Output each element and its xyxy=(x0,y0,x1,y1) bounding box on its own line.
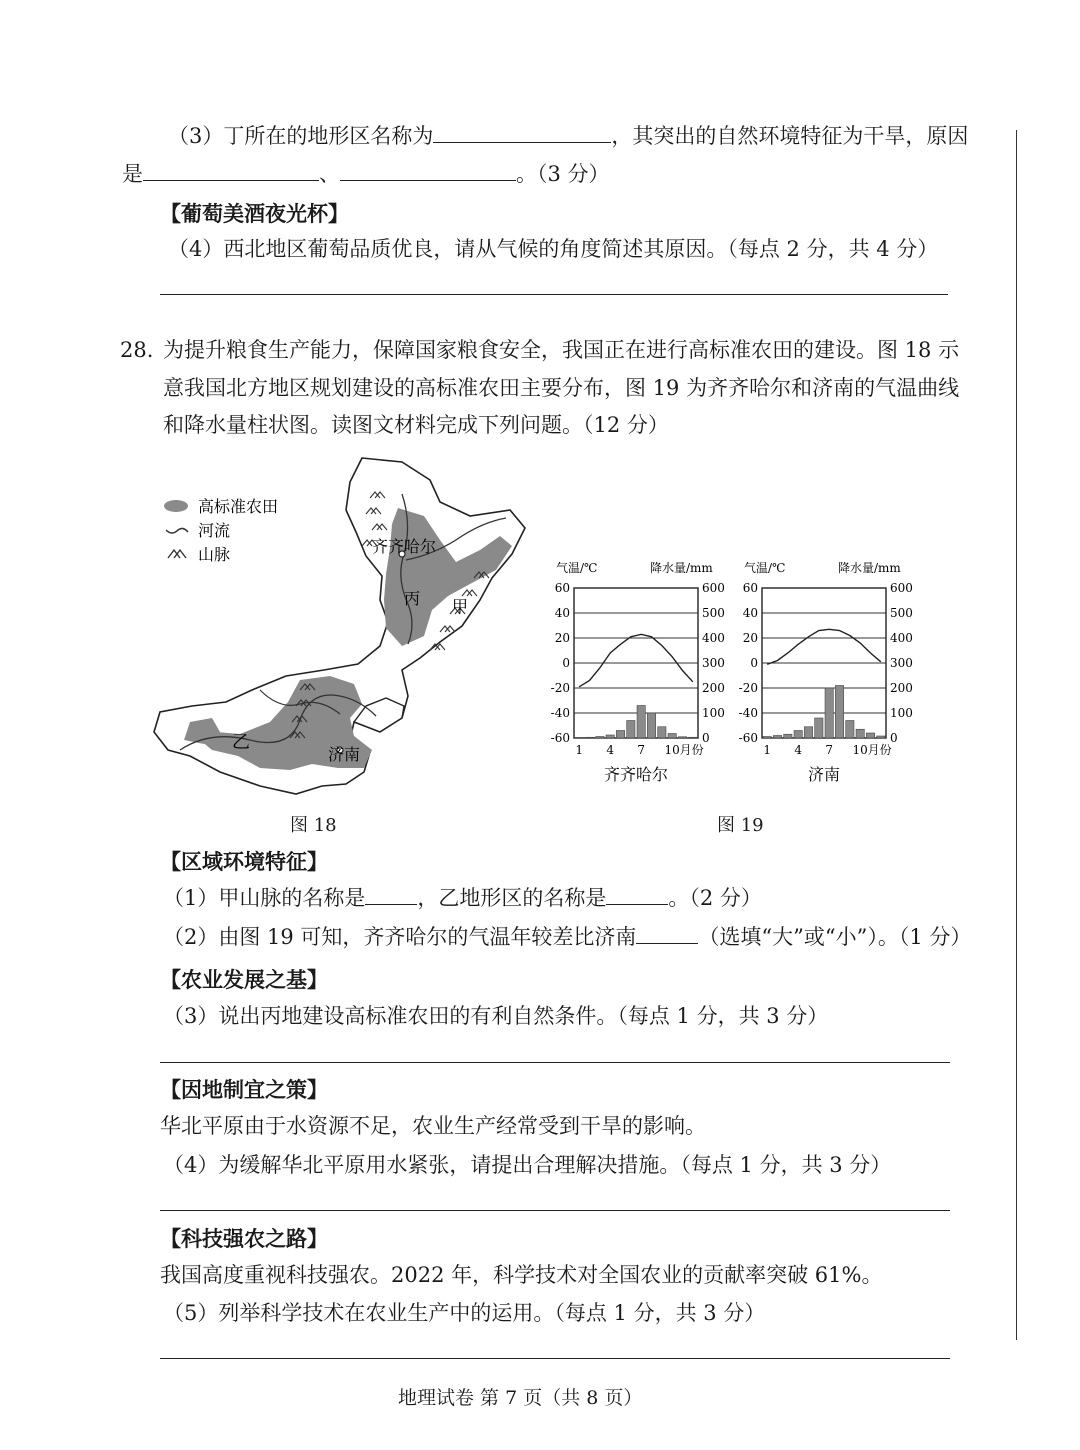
qiqihar-temperature-line xyxy=(579,634,693,687)
page-footer: 地理试卷 第 7 页（共 8 页） xyxy=(398,1387,643,1409)
jinan-temp-tick-label: -20 xyxy=(738,681,758,695)
figure-18-map xyxy=(140,450,540,810)
jinan-precip-bar xyxy=(773,736,781,739)
jinan-chart-title: 济南 xyxy=(807,765,841,784)
jinan-precip-bar xyxy=(856,729,864,738)
legend-farmland-swatch xyxy=(164,500,188,512)
jinan-precip-bar xyxy=(794,731,802,739)
jinan-temp-tick-label: 40 xyxy=(742,606,758,620)
answer-line-q27-4[interactable] xyxy=(160,294,948,295)
jinan-month-tick-label: 10 xyxy=(852,743,868,757)
jinan-precip-tick-label: 0 xyxy=(890,731,898,745)
answer-blank-yi-terrain[interactable] xyxy=(606,884,668,905)
q28-3: （3）说出丙地建设高标准农田的有利自然条件。（每点 1 分，共 3 分） xyxy=(163,1004,829,1028)
map-label-bing: 丙 xyxy=(404,589,421,608)
jinan-precip-bar xyxy=(877,736,885,738)
margin-line xyxy=(1016,130,1017,1340)
jinan-precip-bar xyxy=(846,721,854,739)
q28-1-text-a: （1）甲山脉的名称是 xyxy=(163,886,366,910)
legend-mountain-icon xyxy=(168,550,186,558)
jinan-temperature-line xyxy=(767,629,881,664)
qiqihar-precip-bar xyxy=(585,737,593,738)
qiqihar-temp-tick-label: -20 xyxy=(550,681,570,695)
qiqihar-precip-tick-label: 500 xyxy=(702,606,725,620)
q27-4: （4）西北地区葡萄品质优良，请从气候的角度简述其原因。（每点 2 分，共 4 分） xyxy=(168,237,939,261)
answer-blank-reason-1[interactable] xyxy=(143,160,319,181)
q27-3-line2 xyxy=(122,160,610,188)
answer-blank-reason-2[interactable] xyxy=(340,160,516,181)
qiqihar-precip-tick-label: 0 xyxy=(702,731,710,745)
q28-number: 28. xyxy=(120,338,154,362)
jinan-temp-tick-label: 60 xyxy=(742,581,758,595)
jinan-month-tick-label: 7 xyxy=(825,743,833,757)
q28-1-text-b: ，乙地形区的名称是 xyxy=(417,886,607,910)
jinan-temp-tick-label: 0 xyxy=(750,656,758,670)
map-label-jia: 甲 xyxy=(452,597,469,616)
q27-3-line1 xyxy=(168,122,968,150)
qiqihar-precip-tick-label: 200 xyxy=(702,681,725,695)
qiqihar-precip-bar xyxy=(647,713,655,738)
answer-line-q28-3[interactable] xyxy=(160,1062,950,1063)
qiqihar-month-tick-label: 4 xyxy=(606,743,614,757)
legend-farmland: 高标准农田 xyxy=(198,497,279,516)
q28-1-text-c: 。（2 分） xyxy=(668,886,762,910)
qiqihar-precip-bar xyxy=(668,734,676,739)
qiqihar-precip-bar xyxy=(658,727,666,738)
qiqihar-precip-bar xyxy=(616,731,624,739)
answer-blank-jia-mountain[interactable] xyxy=(365,884,417,905)
qiqihar-precip-tick-label: 400 xyxy=(702,631,725,645)
jinan-month-unit: 月份 xyxy=(867,743,892,757)
qiqihar-month-tick-label: 1 xyxy=(575,743,583,757)
legend-river-icon xyxy=(166,528,188,533)
q27-3-text-a: （3）丁所在的地形区名称为 xyxy=(168,124,434,148)
qiqihar-precip-bar xyxy=(596,737,604,739)
jinan-right-axis-label: 降水量/mm xyxy=(838,561,901,575)
q28-1 xyxy=(163,884,762,912)
q27-3-sep: 、 xyxy=(319,162,340,186)
q28-intro-1: 为提升粮食生产能力，保障国家粮食安全，我国正在进行高标准农田的建设。图 18 示 xyxy=(163,338,960,362)
qiqihar-temp-tick-label: 20 xyxy=(554,631,570,645)
qiqihar-precip-tick-label: 300 xyxy=(702,656,725,670)
jinan-precip-bar xyxy=(784,734,792,738)
qiqihar-precip-tick-label: 600 xyxy=(702,581,725,595)
figure-19-charts xyxy=(548,552,928,792)
qiqihar-precip-bar xyxy=(627,721,635,739)
jinan-precip-bar xyxy=(763,737,771,739)
figure-18-caption: 图 18 xyxy=(290,815,337,836)
qiqihar-temp-tick-label: 40 xyxy=(554,606,570,620)
jinan-precip-bar xyxy=(825,688,833,738)
q28-2-text-b: （选填“大”或“小”）。（1 分） xyxy=(698,925,972,949)
jinan-temp-tick-label: -60 xyxy=(738,731,758,745)
jinan-precip-tick-label: 100 xyxy=(890,706,913,720)
section-title-region: 【区域环境特征】 xyxy=(160,849,328,874)
map-label-yi: 乙 xyxy=(232,732,250,753)
jinan-precip-bar xyxy=(835,686,843,739)
figure-19-caption: 图 19 xyxy=(717,815,764,836)
qiqihar-temp-tick-label: 60 xyxy=(554,581,570,595)
policy-material: 华北平原由于水资源不足，农业生产经常受到干旱的影响。 xyxy=(160,1114,706,1138)
jinan-precip-bar xyxy=(866,733,874,738)
jinan-precip-tick-label: 600 xyxy=(890,581,913,595)
jinan-month-tick-label: 4 xyxy=(794,743,802,757)
q27-3-text-b: ，其突出的自然环境特征为干旱，原因 xyxy=(611,124,969,148)
answer-blank-terrain[interactable] xyxy=(433,122,611,143)
qiqihar-month-unit: 月份 xyxy=(679,743,704,757)
qiqihar-temp-tick-label: 0 xyxy=(562,656,570,670)
qiqihar-precip-bar xyxy=(637,706,645,739)
qiqihar-precip-tick-label: 100 xyxy=(702,706,725,720)
qiqihar-left-axis-label: 气温/℃ xyxy=(556,561,598,575)
q28-2-text-a: （2）由图 19 可知，齐齐哈尔的气温年较差比济南 xyxy=(163,925,637,949)
qiqihar-precip-bar xyxy=(606,735,614,738)
map-label-jinan: 济南 xyxy=(328,745,361,764)
jinan-precip-tick-label: 400 xyxy=(890,631,913,645)
section-title-policy: 【因地制宜之策】 xyxy=(160,1077,328,1102)
qiqihar-month-tick-label: 7 xyxy=(637,743,645,757)
answer-line-q28-4[interactable] xyxy=(160,1210,950,1211)
qiqihar-temp-tick-label: -40 xyxy=(550,706,570,720)
qiqihar-precip-bar xyxy=(678,737,686,738)
tech-material: 我国高度重视科技强农。2022 年，科学技术对全国农业的贡献率突破 61%。 xyxy=(160,1263,883,1287)
jinan-precip-tick-label: 500 xyxy=(890,606,913,620)
qiqihar-chart-title: 齐齐哈尔 xyxy=(603,765,669,784)
map-label-qiqihar: 齐齐哈尔 xyxy=(372,537,437,556)
section-title-agri: 【农业发展之基】 xyxy=(160,967,328,992)
answer-line-q28-5[interactable] xyxy=(160,1358,950,1359)
section-title-tech: 【科技强农之路】 xyxy=(160,1226,328,1251)
q27-3-text-c: 是 xyxy=(122,162,143,186)
qiqihar-precip-bar xyxy=(689,737,697,738)
qiqihar-precip-bar xyxy=(575,738,583,739)
q28-2 xyxy=(163,923,971,951)
jinan-temp-tick-label: -40 xyxy=(738,706,758,720)
qiqihar-temp-tick-label: -60 xyxy=(550,731,570,745)
qiqihar-month-tick-label: 10 xyxy=(664,743,680,757)
jinan-month-tick-label: 1 xyxy=(763,743,771,757)
jinan-temp-tick-label: 20 xyxy=(742,631,758,645)
legend-river: 河流 xyxy=(198,521,231,540)
jinan-precip-bar xyxy=(815,718,823,738)
q28-5: （5）列举科学技术在农业生产中的运用。（每点 1 分，共 3 分） xyxy=(163,1301,766,1325)
q27-3-end: 。（3 分） xyxy=(516,162,610,186)
jinan-precip-tick-label: 300 xyxy=(890,656,913,670)
section-title-grape: 【葡萄美酒夜光杯】 xyxy=(160,201,349,226)
jinan-left-axis-label: 气温/℃ xyxy=(744,561,786,575)
q28-intro-2: 意我国北方地区规划建设的高标准农田主要分布，图 19 为齐齐哈尔和济南的气温曲线 xyxy=(163,376,960,400)
jinan-precip-bar xyxy=(804,727,812,738)
answer-blank-range[interactable] xyxy=(636,923,698,944)
legend-mountain: 山脉 xyxy=(198,545,231,564)
jinan-precip-tick-label: 200 xyxy=(890,681,913,695)
q28-intro-3: 和降水量柱状图。读图文材料完成下列问题。（12 分） xyxy=(163,413,669,437)
qiqihar-right-axis-label: 降水量/mm xyxy=(650,561,713,575)
q28-4: （4）为缓解华北平原用水紧张，请提出合理解决措施。（每点 1 分，共 3 分） xyxy=(163,1153,892,1177)
